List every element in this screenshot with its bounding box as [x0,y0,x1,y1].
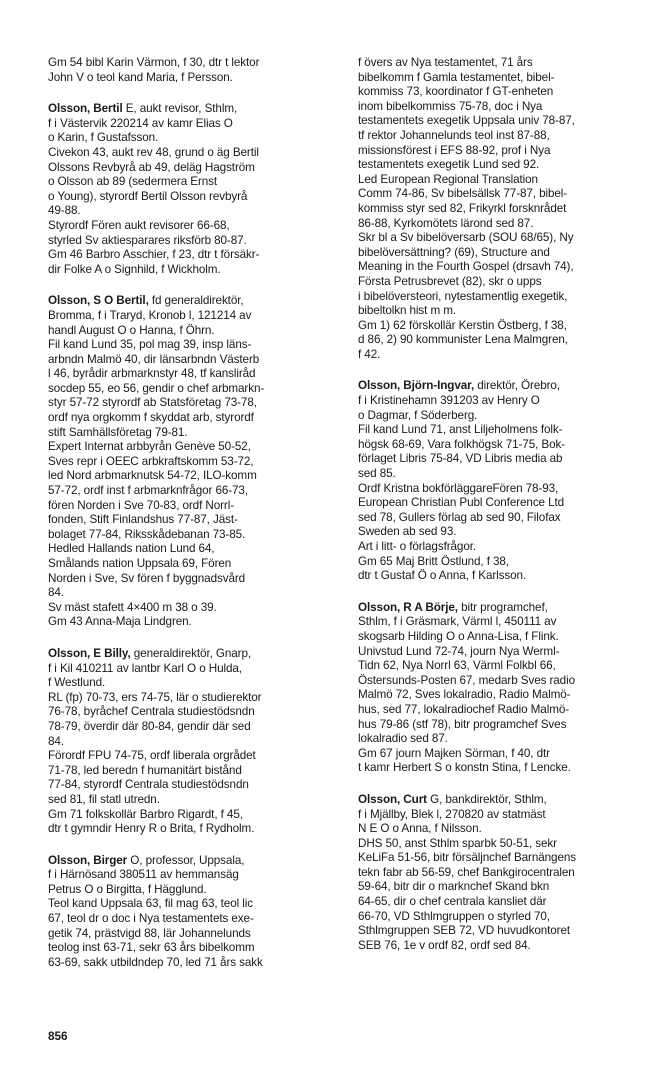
entry-text-line: RL (fp) 70-73, ers 74-75, lär o studierektor [48,690,262,704]
entry-text-line: 59-64, bitr dir o marknchef Skand bkn [358,880,550,894]
page-number: 856 [48,1030,68,1043]
entry-name: Olsson, Björn-Ingvar, [358,379,475,393]
entry-text-line: Gm 1) 62 förskollär Kerstin Östberg, f 38, [358,318,567,332]
entry-text-line: Norden i Sve, Sv fören f byggnadsvård [48,571,246,585]
entry [358,793,634,954]
entry-text-line: f i Härnösand 380511 av hemmansäg [48,868,239,882]
entry-name: Olsson, Curt [358,792,427,806]
entry-text-line: 76-78, byråchef Centrala studiestödsndn [48,705,255,719]
entry-text-line: lokalradio sed 87. [358,732,448,746]
entry-text-line: Östersunds-Posten 67, medarb Sves radio [358,673,575,687]
entry-title: bitr programchef, [457,600,548,614]
entry-text-line: bibelkomm f Gamla testamentet, bibel- [358,70,555,84]
entry-text-line: l 46, byrådir arbmarknstyr 48, tf kanslіråd [48,367,256,381]
entry-text-line: f i Mjällby, Blek l, 270820 av statmäst [358,807,546,821]
entry-text-line: Fil kand Lund 71, anst Liljeholmens folk- [358,423,563,437]
entry-text-line: 86-88, Kyrkomötets lärond sed 87. [358,216,534,230]
entry-text-line: N E O o Anna, f Nilsson. [358,822,482,836]
entry-text-line: o Karin, f Gustafsson. [48,131,159,145]
entry-text-line: 63-69, sakk utbildndep 70, led 71 års sakk [48,955,263,969]
entry-text-line: Hedled Hallands nation Lund 64, [48,542,215,556]
entry-text-line: 57-72, ordf inst f arbmarknfrågor 66-73, [48,484,248,498]
entry-text-line: Sthlmgruppen SEB 72, VD huvudkontoret [358,924,570,938]
entry-text-line: European Christian Publ Conference Ltd [358,496,565,510]
entry-text-line: Gm 65 Maj Britt Östlund, f 38, [358,554,509,568]
entry-heading-line [358,793,634,808]
entry-text-line: f övers av Nya testamentet, 71 års [358,56,533,69]
columns [48,56,664,987]
entry-text-line: Expert Internat arbbyrån Genève 50-52, [48,440,251,454]
entry-title: fd generaldirektör, [148,294,244,308]
entry-text-line: sed 85. [358,467,396,481]
entry-text-line: 78-79, överdir där 80-84, gendir där sed [48,719,251,733]
entry-heading-line [48,854,318,869]
entry-text-line: Gm 43 Anna-Maja Lindgren. [48,615,192,629]
entry-text-line: Sthlm, f i Gräsmark, Värml l, 450111 av [358,615,557,629]
entry-text-line: Univstud Lund 72-74, journ Nya Werml- [358,644,560,658]
entry [358,56,634,362]
entry-text-line: tekn fabr ab 56-59, chef Bankgirocentralen [358,865,575,879]
entry [358,601,634,776]
entry-text-line: kommiss styr sed 82, Frikyrkl forsknrådet [358,201,567,215]
entry-text-line: 49-88. [48,204,81,218]
entry-text-line: t kamr Herbert S o konstn Stina, f Lencke. [358,761,571,775]
entry-text-line: Civekon 43, aukt rev 48, grund o äg Bertil [48,145,259,159]
entry-text-line: Fil kand Lund 35, pol mag 39, insp läns- [48,338,252,352]
entry-text-line: Förordf FPU 74-75, ordf liberala orgrådet [48,749,256,763]
entry-title: G, bankdirektör, Sthlm, [426,792,547,806]
entry-text-line: Sv mäst stafett 4×400 m 38 o 39. [48,600,217,614]
entry-text-line: 66-70, VD Sthlmgruppen o styrled 70, [358,909,550,923]
entry-text-line: teolog inst 63-71, sekr 63 års bibelkomm [48,941,255,955]
entry-name: Olsson, R A Börje, [358,600,458,614]
entry-text-line: 77-84, styrordf Centrala studiestödsndn [48,778,249,792]
entry-heading-line [358,379,634,394]
entry-text-line: hus 79-86 (stf 78), bitr programchef Sves [358,717,567,731]
entry-text-line: Gm 67 journ Majken Sörman, f 40, dtr [358,746,550,760]
entry-text-line: testamentets exegetik Lund sed 92. [358,158,540,172]
entry-text-line: Tidn 62, Nya Norrl 63, Värml Folkbl 66, [358,659,556,673]
entry-text-line: Petrus O o Birgitta, f Hägglund. [48,882,207,896]
right-column [358,56,634,987]
entry-text-line: Styrordf Fören aukt revisorer 66-68, [48,218,230,232]
entry-text-line: DHS 50, anst Sthlm sparbk 50-51, sekr [358,836,557,850]
entry-text-line: ordf nya orgkomm f skyddat arb, styrordf [48,411,254,425]
entry-text-line: o Young), styrordf Bertil Olsson revbyrå [48,189,248,203]
entry-text-line: hus, sed 77, lokalradiochef Radio Malmö- [358,702,570,716]
entry-text-line: Meaning in the Fourth Gospel (drsavh 74), [358,260,574,274]
entry-text-line: KeLiFa 51-56, bitr försäljnchef Barnängens [358,851,576,865]
entry-text-line: Skr bl a Sv bibelöversarb (SOU 68/65), Ny [358,231,574,245]
entry-text-line: stift Samhällsföretag 79-81. [48,425,188,439]
entry-text-line: dtr t gymndir Henry R o Brita, f Rydholm. [48,822,255,836]
entry-text-line: handl August O o Hanna, f Öhrn. [48,323,215,337]
entry-text-line: 67, teol dr o doc i Nya testamentets exe- [48,912,254,926]
entry [48,854,318,971]
entry-text-line: Gm 54 bibl Karin Värmon, f 30, dtr t lektor [48,56,260,69]
entry-text-line: Smålands nation Uppsala 69, Fören [48,557,232,570]
entry-name: Olsson, E Billy, [48,646,131,660]
entry-text-line: f i Kil 410211 av lantbr Karl O o Hulda, [48,661,242,675]
entry-text-line: 84. [48,586,64,600]
entry-text-line: sed 78, Gullers förlag ab sed 90, Filofax [358,510,561,524]
entry-text-line: styrled Sv aktiesparares riksförb 80-87. [48,233,247,247]
entry-text-line: Malmö 72, Sves lokalradio, Radio Malmö- [358,688,571,702]
entry-text-line: Led European Regional Translation [358,172,538,186]
entry-text-line: Gm 46 Barbro Asschier, f 23, dtr t försäkr- [48,248,260,262]
entry-text-line: bibelöversättning? (69), Structure and [358,245,550,259]
entry-text-line: Comm 74-86, Sv bibelsällsk 77-87, bibel- [358,187,568,201]
entry-text-line: o Dagmar, f Söderberg. [358,408,478,422]
entry-heading-line [48,294,318,309]
entry-text-line: f i Västervik 220214 av kamr Elias O [48,116,233,130]
entry-text-line: fören Norden i Sve 70-83, ordf Norrl- [48,498,234,512]
entry-heading-line [48,647,318,662]
entry-text-line: i bibelöversteori, nytestamentlig exegetik, [358,289,568,303]
entry-text-line: Gm 71 folkskollär Barbro Rigardt, f 45, [48,807,243,821]
entry-text-line: 71-78, led beredn f humanitärt bistånd [48,763,242,777]
entry-text-line: styr 57-72 styrordf ab Statsföretag 73-78, [48,396,257,410]
entry-text-line: 84. [48,734,64,748]
entry-title: E, aukt revisor, Sthlm, [122,102,238,116]
entry-title: direktör, Örebro, [474,379,560,393]
entry-text-line: John V o teol kand Maria, f Persson. [48,70,233,84]
entry-text-line: d 86, 2) 90 kommunister Lena Malmgren, [358,333,568,347]
entry-text-line: inom bibelkommiss 75-78, doc i Nya [358,99,543,113]
entry-name: Olsson, Bertil [48,102,123,116]
entry-text-line: arbndn Malmö 40, dir länsarbndn Västerb [48,352,260,366]
entry-heading-line [48,102,318,117]
entry-text-line: testamentets exegetik Uppsala univ 78-87, [358,114,575,128]
entry-name: Olsson, S O Bertil, [48,294,149,308]
entry-text-line: förlaget Libris 75-84, VD Libris media ab [358,452,563,466]
entry-title: O, professor, Uppsala, [127,853,245,867]
entry-text-line: Art i litt- o förlagsfrågor. [358,540,477,553]
entry-text-line: SEB 76, 1e v ordf 82, ordf sed 84. [358,938,531,952]
entry-text-line: tf rektor Johannelunds teol inst 87-88, [358,128,550,142]
entry [48,294,318,630]
entry-text-line: Sves repr i OEEC arbkraftskomm 53-72, [48,454,254,468]
entry-text-line: kommiss 73, koordinator f GT-enheten [358,85,554,99]
entry-text-line: Olssons Revbyrå ab 49, deläg Hagström [48,160,255,174]
entry-text-line: f 42. [358,347,381,361]
entry-text-line: missionsförest i EFS 88-92, prof i Nya [358,143,551,157]
entry-text-line: socdep 55, eo 56, gendir o chef arbmarkn- [48,381,265,395]
entry-text-line: f Westlund. [48,676,106,690]
entry-title: generaldirektör, Gnarp, [130,646,252,660]
entry [358,379,634,583]
entry [48,56,318,85]
entry [48,647,318,837]
entry [48,102,318,277]
entry-text-line: Ordf Kristna bokförläggareFören 78-93, [358,481,559,495]
entry-text-line: fonden, Stift Finlandshus 77-87, Jäst- [48,513,238,527]
entry-text-line: skogsarb Hilding O o Anna-Lisa, f Flink. [358,629,559,643]
entry-text-line: 64-65, dir o chef centrala kansliet där [358,895,547,909]
entry-text-line: bolaget 77-84, Riksskådebanan 73-85. [48,527,246,541]
left-column [48,56,318,987]
entry-text-line: bibeltolkn hist m m. [358,304,457,318]
entry-text-line: dir Folke A o Signhild, f Wickholm. [48,262,221,276]
entry-text-line: getik 74, prästvigd 88, lär Johannelunds [48,926,251,940]
entry-text-line: Bromma, f i Traryd, Kronob l, 121214 av [48,308,252,322]
entry-text-line: led Nord arbmarknutsk 54-72, ILO-komm [48,469,257,483]
entry-text-line: sed 81, fil statl utredn. [48,792,160,806]
entry-name: Olsson, Birger [48,853,128,867]
entry-text-line: dtr t Gustaf Ö o Anna, f Karlsson. [358,569,527,583]
entry-text-line: högsk 68-69, Vara folkhögsk 71-75, Bok- [358,437,566,451]
entry-text-line: f i Kristinehamn 391203 av Henry O [358,394,540,408]
entry-text-line: o Olsson ab 89 (sedermera Ernst [48,175,218,189]
entry-text-line: Sweden ab sed 93. [358,525,457,539]
entry-text-line: Första Petrusbrevet (82), skr o upps [358,274,542,288]
entry-heading-line [358,601,634,616]
entry-text-line: Teol kand Uppsala 63, fil mag 63, teol lic [48,897,253,911]
